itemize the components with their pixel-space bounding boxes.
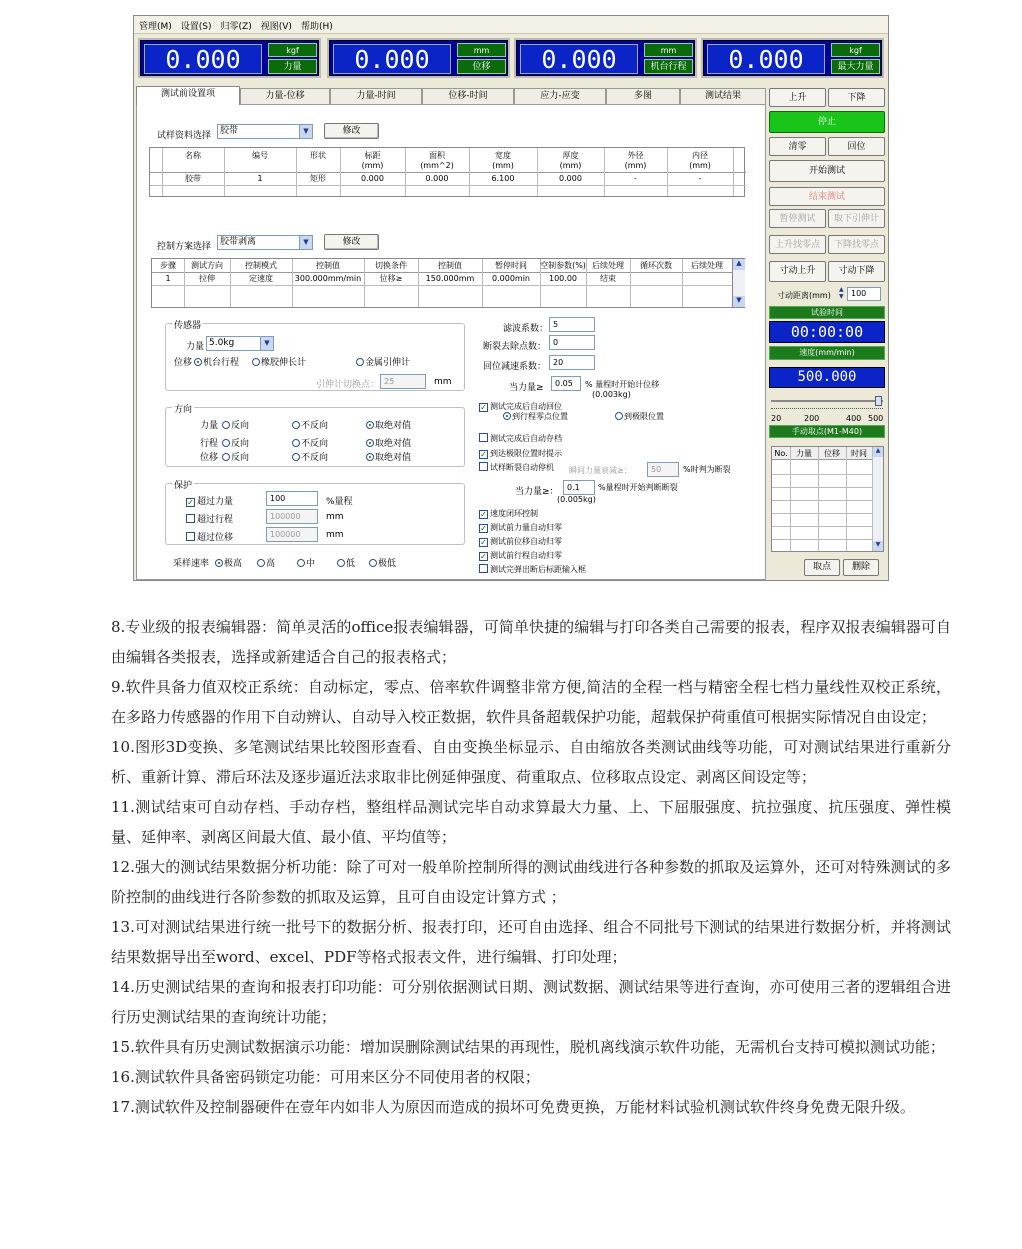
radio-disp-no-reverse[interactable]: 不反向 xyxy=(292,450,328,463)
test-time-label: 试验时间 xyxy=(769,306,885,319)
radio-sampling-very-high[interactable]: 极高 xyxy=(215,556,242,569)
paragraph: 12.强大的测试结果数据分析功能：除了可对一般单阶控制所得的测试曲线进行各种参数的抓取及运算外，还可对特殊测试的多阶控制的曲线进行各阶参数的抓取及运算，且可自由设定计算方式 ； xyxy=(111,858,951,906)
sample-table-cell[interactable]: - xyxy=(698,174,702,183)
spinner-icon[interactable]: ▲ ▼ xyxy=(839,286,844,300)
protect-group-title: 保护 xyxy=(172,478,194,491)
menu-zero[interactable]: 归零(Z) xyxy=(220,22,252,32)
sample-table-header: 编号 xyxy=(252,151,268,160)
checkbox-icon xyxy=(479,564,488,573)
protect-travel-input[interactable]: 100000 xyxy=(266,509,318,524)
decay-label: 瞬间力量衰减≥： xyxy=(569,466,632,475)
gauge-unit: mm xyxy=(457,43,506,57)
break-points-label: 断裂去除点数： xyxy=(483,342,547,352)
return-decel-label: 回位减速系数： xyxy=(483,362,547,372)
limit-prompt-check[interactable]: ✓ 到达极限位置时提示 xyxy=(480,449,562,459)
points-table-scrollbar[interactable] xyxy=(873,447,883,551)
direction-group xyxy=(165,407,465,467)
testing-software-window xyxy=(133,15,889,581)
plan-select[interactable] xyxy=(217,235,313,250)
points-table xyxy=(771,446,884,552)
radio-return-zero[interactable]: 到行程零点位置 xyxy=(503,411,568,422)
filter-label: 滤波系数： xyxy=(503,324,549,334)
plan-table-header: 循环次数 xyxy=(640,261,672,270)
radio-rubber-extensometer[interactable]: 橡胶伸长计 xyxy=(252,355,306,368)
switch-point-input[interactable]: 25 xyxy=(380,374,426,389)
gauge-travel xyxy=(514,38,697,78)
tick-label: 400 xyxy=(846,414,862,423)
col-disp: 位移 xyxy=(824,449,840,458)
direction-travel-label: 行程 xyxy=(200,439,219,449)
radio-sampling-mid[interactable]: 中 xyxy=(297,556,315,569)
plan-table-header: 暂停时间 xyxy=(495,261,527,270)
menu-settings[interactable]: 设置(S) xyxy=(180,22,212,32)
protect-group xyxy=(165,483,465,545)
gauge-max-force xyxy=(701,38,884,78)
sample-table-cell[interactable]: - xyxy=(634,174,637,183)
chevron-down-icon[interactable]: ▼ xyxy=(260,337,273,350)
gauge-value: 0.000 xyxy=(333,44,451,74)
direction-disp-label: 位移 xyxy=(200,453,219,463)
paragraph: 10.图形3D变换、多笔测试结果比较图形查看、自由变换坐标显示、自由缩放各类测试曲线等功能，可对测试结果进行重新分析、重新计算、滞后环法及逐步逼近法求取非比例延伸强度、荷重取点、位移取点设定、剥离区间设定等； xyxy=(111,738,951,786)
direction-force-label: 力量 xyxy=(200,421,219,431)
plan-table-cell[interactable]: 1 xyxy=(165,274,171,283)
menu-bar xyxy=(134,16,888,34)
checkbox-icon xyxy=(186,514,195,523)
gauge-unit: kgf xyxy=(831,43,880,57)
switch-point-unit: mm xyxy=(434,377,452,387)
radio-on-icon xyxy=(194,358,202,366)
plan-table-header: 切换条件 xyxy=(375,261,407,270)
plan-table-cell[interactable]: 0.000min xyxy=(492,274,530,283)
sample-select-label: 试样资料选择 xyxy=(157,131,212,141)
inch-down-button[interactable]: 寸动下降 xyxy=(828,261,885,282)
force-threshold-kg: (0.003kg) xyxy=(592,390,631,399)
tab-test-results[interactable]: 测试结果 xyxy=(680,88,766,104)
radio-on-icon xyxy=(366,439,374,447)
tick-label: 200 xyxy=(804,414,820,423)
paragraph: 14.历史测试结果的查询和报表打印功能：可分别依据测试日期、测试数据、测试结果等进行查询，亦可使用三者的逻辑组合进行历史测试结果的查询统计功能； xyxy=(111,978,951,1026)
radio-force-absolute[interactable]: 取绝对值 xyxy=(366,418,411,431)
paragraph: 16.测试软件具备密码锁定功能：可用来区分不同使用者的权限； xyxy=(111,1068,540,1086)
col-time: 时间 xyxy=(851,449,867,458)
menu-view[interactable]: 视图(V) xyxy=(260,22,292,32)
sample-table-cell[interactable]: 1 xyxy=(257,174,263,183)
radio-off-icon xyxy=(615,412,623,420)
radio-travel-absolute[interactable]: 取绝对值 xyxy=(366,436,411,449)
gauge-value: 0.000 xyxy=(520,44,638,74)
up-button[interactable]: 上升 xyxy=(769,88,826,107)
radio-off-icon xyxy=(292,439,300,447)
break-force-kg: (0.005kg) xyxy=(557,495,596,504)
sample-table-cell[interactable]: 0.000 xyxy=(425,174,449,183)
sample-table-header: 内径 (mm) xyxy=(689,151,711,170)
protect-travel-check[interactable]: 超过行程 xyxy=(186,512,233,525)
auto-save-check[interactable]: 测试完成后自动存档 xyxy=(479,433,562,444)
radio-return-limit[interactable]: 到极限位置 xyxy=(615,411,664,422)
plan-table-header: 控制模式 xyxy=(245,261,277,270)
decay-tail: %时判为断裂 xyxy=(683,465,731,474)
radio-off-icon xyxy=(297,559,305,567)
scroll-up-icon[interactable]: ▲ xyxy=(733,259,745,270)
radio-metal-extensometer[interactable]: 金属引伸计 xyxy=(356,355,410,368)
break-force-label: 当力量≥： xyxy=(515,487,559,497)
plan-modify-button[interactable]: 修改 xyxy=(324,234,379,250)
checkbox-checked-icon: ✓ xyxy=(480,450,487,459)
test-time-display: 00:00:00 xyxy=(769,321,885,343)
col-no: No. xyxy=(774,449,788,458)
speed-display: 500.000 xyxy=(769,367,885,388)
sample-modify-button[interactable]: 修改 xyxy=(324,123,379,139)
paragraph: 11.测试结束可自动存档、手动存档，整组样品测试完毕自动求算最大力量、上、下屈服强度、抗拉强度、抗压强度、弹性模量、延伸率、剥离区间最大值、最小值、平均值等； xyxy=(111,798,951,846)
scroll-up-icon[interactable]: ▲ xyxy=(873,447,883,457)
checkbox-icon xyxy=(186,532,195,541)
gauge-length-popup-check[interactable]: 测试完弹出断后标距输入框 xyxy=(479,564,586,575)
plan-table-cell[interactable]: 100.00 xyxy=(549,274,577,283)
gauge-label: 最大力量 xyxy=(831,59,880,74)
start-test-button[interactable]: 开始测试 xyxy=(769,160,885,182)
radio-travel-no-reverse[interactable]: 不反向 xyxy=(292,436,328,449)
radio-on-icon xyxy=(366,453,374,461)
scroll-down-icon[interactable]: ▼ xyxy=(873,541,883,551)
tab-force-displacement[interactable]: 力量-位移 xyxy=(240,88,330,104)
travel-auto-zero-check[interactable]: ✓ 测试前行程自动归零 xyxy=(480,551,562,561)
sample-table-header: 标距 (mm) xyxy=(361,151,384,170)
sensor-force-label: 力量 xyxy=(186,342,205,352)
remove-extensometer-button[interactable]: 取下引伸计 xyxy=(828,209,885,228)
sample-table-header: 名称 xyxy=(185,151,201,160)
take-point-button[interactable]: 取点 xyxy=(804,559,840,576)
gauge-label: 力量 xyxy=(268,59,317,74)
paragraph: 8.专业级的报表编辑器：简单灵活的office报表编辑器，可简单快捷的编辑与打印各类自己需要的报表，程序双报表编辑器可自由编辑各类报表，选择或新建适合自己的报表格式； xyxy=(111,618,951,666)
break-points-input[interactable]: 0 xyxy=(549,335,595,350)
tab-pre-test-settings[interactable]: 测试前设置项 xyxy=(136,86,240,105)
radio-off-icon xyxy=(337,559,345,567)
break-force-tail: %量程时开始判断断裂 xyxy=(598,483,678,492)
radio-on-icon xyxy=(215,559,223,567)
gauge-unit: kgf xyxy=(268,43,317,57)
sample-table-cell[interactable]: 6.100 xyxy=(491,174,515,183)
force-threshold-label: 当力量≥ xyxy=(509,383,544,393)
inch-distance-input[interactable]: 100 xyxy=(847,287,881,301)
sampling-label: 采样速率 xyxy=(173,559,210,569)
menu-help[interactable]: 帮助(H) xyxy=(300,22,333,32)
force-threshold-input[interactable]: 0.05 xyxy=(551,376,581,391)
checkbox-checked-icon: ✓ xyxy=(480,538,487,547)
plan-table xyxy=(151,258,745,308)
tab-displacement-time[interactable]: 位移-时间 xyxy=(422,88,514,104)
radio-disp-absolute[interactable]: 取绝对值 xyxy=(366,450,411,463)
tick-label: 500 xyxy=(868,414,884,423)
plan-table-header: 后续处理 xyxy=(592,261,624,270)
force-auto-zero-check[interactable]: ✓ 测试前力量自动归零 xyxy=(480,523,562,533)
return-decel-input[interactable]: 20 xyxy=(549,355,595,370)
radio-machine-travel[interactable]: 机台行程 xyxy=(194,355,239,368)
tab-stress-strain[interactable]: 应力-应变 xyxy=(514,88,606,104)
protect-disp-check[interactable]: 超过位移 xyxy=(186,530,233,543)
col-force: 力量 xyxy=(796,449,812,458)
radio-force-reverse[interactable]: 反向 xyxy=(222,418,249,431)
paragraph: 9.软件具备力值双校正系统：自动标定，零点、倍率软件调整非常方便,简洁的全程一档与精密全程七档力量线性双校正系统，在多路力传感器的作用下自动辨认、自动导入校正数据，软件具备超载保护功能，超载保护荷重值可根据实际情况自由设定； xyxy=(111,678,951,726)
radio-off-icon xyxy=(369,559,377,567)
down-find-zero-button[interactable]: 下降找零点 xyxy=(828,235,885,254)
inch-distance-label: 寸动距离(mm) xyxy=(777,291,831,300)
sample-table-header: 宽度 (mm) xyxy=(492,151,514,170)
plan-select-label: 控制方案选择 xyxy=(157,242,212,252)
slider-thumb-icon[interactable] xyxy=(875,396,882,406)
radio-off-icon xyxy=(222,453,230,461)
sample-table-header: 形状 xyxy=(310,151,326,160)
protect-travel-unit: mm xyxy=(326,512,344,522)
feature-description xyxy=(111,612,951,1122)
radio-force-no-reverse[interactable]: 不反向 xyxy=(292,418,328,431)
scroll-down-icon[interactable]: ▼ xyxy=(733,296,745,307)
manual-point-label: 手动取点(M1-M40) xyxy=(769,425,885,438)
protect-force-unit: %量程 xyxy=(326,497,353,507)
chevron-down-icon[interactable]: ▼ xyxy=(299,236,312,249)
tab-bar xyxy=(136,86,766,104)
checkbox-checked-icon: ✓ xyxy=(187,498,194,507)
plan-table-header: 步骤 xyxy=(160,261,176,270)
break-force-input[interactable]: 0.1 xyxy=(563,480,595,495)
gauge-value: 0.000 xyxy=(144,44,262,74)
force-threshold-tail: % 量程时开始计位移 xyxy=(585,380,660,389)
sensor-group-title: 传感器 xyxy=(172,318,203,331)
checkbox-checked-icon: ✓ xyxy=(480,403,487,412)
plan-table-cell[interactable]: 拉伸 xyxy=(199,274,215,283)
down-button[interactable]: 下降 xyxy=(828,88,885,107)
gauge-unit: mm xyxy=(644,43,693,57)
auto-return-check[interactable]: ✓ 测试完成后自动回位 xyxy=(480,402,562,412)
radio-travel-reverse[interactable]: 反向 xyxy=(222,436,249,449)
plan-table-header: 控制值 xyxy=(316,261,340,270)
radio-off-icon xyxy=(292,453,300,461)
switch-point-label: 引伸计切换点： xyxy=(316,380,380,390)
gauge-label: 位移 xyxy=(457,59,506,74)
disp-auto-zero-check[interactable]: ✓ 测试前位移自动归零 xyxy=(480,537,562,547)
plan-table-cell[interactable]: 位移≥ xyxy=(379,274,403,283)
protect-force-input[interactable]: 100 xyxy=(266,491,318,506)
plan-table-header: 后续处理 xyxy=(691,261,723,270)
radio-off-icon xyxy=(222,421,230,429)
sample-table-cell[interactable]: 0.000 xyxy=(361,174,384,183)
menu-manage[interactable]: 管理(M) xyxy=(139,22,172,32)
direction-group-title: 方向 xyxy=(172,402,194,415)
checkbox-icon xyxy=(479,433,488,442)
decay-input[interactable]: 50 xyxy=(647,462,679,477)
plan-table-scrollbar[interactable] xyxy=(733,259,745,307)
checkbox-checked-icon: ✓ xyxy=(480,524,487,533)
radio-on-icon xyxy=(366,421,374,429)
radio-sampling-low[interactable]: 低 xyxy=(337,556,355,569)
radio-sampling-high[interactable]: 高 xyxy=(257,556,275,569)
checkbox-checked-icon: ✓ xyxy=(480,552,487,561)
sample-table xyxy=(149,147,745,197)
protect-disp-input[interactable]: 100000 xyxy=(266,527,318,542)
sample-select[interactable] xyxy=(217,124,313,139)
zero-button[interactable]: 清零 xyxy=(769,137,826,156)
gauge-value: 0.000 xyxy=(707,44,825,74)
pause-test-button[interactable]: 暂停测试 xyxy=(769,209,826,228)
gauge-label: 机台行程 xyxy=(644,59,693,74)
sensor-disp-label: 位移 xyxy=(174,358,193,368)
protect-force-check[interactable]: ✓ 超过力量 xyxy=(187,497,234,507)
plan-table-header: 测试方向 xyxy=(191,261,223,270)
sample-table-header: 外径 (mm) xyxy=(624,151,647,170)
sensor-group xyxy=(165,323,465,391)
radio-on-icon xyxy=(503,412,511,420)
plan-table-header: 控制值 xyxy=(438,261,462,270)
up-find-zero-button[interactable]: 上升找零点 xyxy=(769,235,826,254)
radio-off-icon xyxy=(356,358,364,366)
plan-table-cell[interactable]: 定速度 xyxy=(249,274,273,283)
delete-point-button[interactable]: 删除 xyxy=(843,559,879,576)
plan-table-cell[interactable]: 150.000mm xyxy=(425,274,475,283)
inch-up-button[interactable]: 寸动上升 xyxy=(769,261,826,282)
plan-table-header: 空制参数(%) xyxy=(540,261,586,270)
paragraph: 13.可对测试结果进行统一批号下的数据分析、报表打印，还可自由选择、组合不同批号下测试的结果进行数据分析，并将测试结果数据导出至word、excel、PDF等格式报表文件，进行编辑、打印处理； xyxy=(111,918,951,966)
tick-label: 20 xyxy=(771,414,782,423)
radio-sampling-very-low[interactable]: 极低 xyxy=(369,556,396,569)
checkbox-checked-icon: ✓ xyxy=(480,510,487,519)
chevron-down-icon[interactable]: ▼ xyxy=(299,125,312,138)
plan-table-cell[interactable]: 300.000mm/min xyxy=(294,274,362,283)
sample-table-cell[interactable]: 0.000 xyxy=(559,174,582,183)
radio-off-icon xyxy=(252,358,260,366)
sample-table-header: 面积 (mm^2) xyxy=(420,151,454,170)
speed-loop-check[interactable]: ✓ 速度闭环控制 xyxy=(480,509,538,519)
tab-multi-chart[interactable]: 多图 xyxy=(606,88,680,104)
paragraph: 17.测试软件及控制器硬件在壹年内如非人为原因而造成的损坏可免费更换，万能材料试验机测试软件终身免费无限升级。 xyxy=(111,1098,915,1116)
end-test-button[interactable]: 结束测试 xyxy=(769,187,885,206)
gauge-displacement xyxy=(327,38,510,78)
radio-disp-reverse[interactable]: 反向 xyxy=(222,450,249,463)
break-stop-check[interactable]: 试样断裂自动停机 xyxy=(479,462,554,473)
tab-force-time[interactable]: 力量-时间 xyxy=(330,88,422,104)
checkbox-icon xyxy=(479,462,488,471)
paragraph: 15.软件具有历史测试数据演示功能：增加误删除测试结果的再现性，脱机离线演示软件功能，无需机台支持可模拟测试功能； xyxy=(111,1038,945,1056)
plan-select-value: 胶带剥离 xyxy=(220,237,257,247)
return-button[interactable]: 回位 xyxy=(828,137,885,156)
sensor-force-value: 5.0kg xyxy=(209,338,235,348)
protect-disp-unit: mm xyxy=(326,530,344,540)
sample-table-cell[interactable]: 矩形 xyxy=(310,174,326,183)
sample-table-cell[interactable]: 胶带 xyxy=(185,174,201,183)
sensor-force-select[interactable] xyxy=(206,336,274,351)
speed-label: 速度(mm/min) xyxy=(769,346,885,360)
gauge-force xyxy=(138,38,321,78)
radio-off-icon xyxy=(292,421,300,429)
radio-off-icon xyxy=(257,559,265,567)
stop-button[interactable]: 停止 xyxy=(769,111,885,133)
plan-table-cell[interactable]: 结束 xyxy=(600,274,616,283)
sample-table-header: 厚度 (mm) xyxy=(559,151,582,170)
slider-ticks xyxy=(771,408,883,412)
radio-off-icon xyxy=(222,439,230,447)
settings-panel xyxy=(136,104,766,580)
sample-select-value: 胶带 xyxy=(220,126,239,136)
speed-slider[interactable] xyxy=(771,396,883,406)
filter-input[interactable]: 5 xyxy=(549,317,595,332)
